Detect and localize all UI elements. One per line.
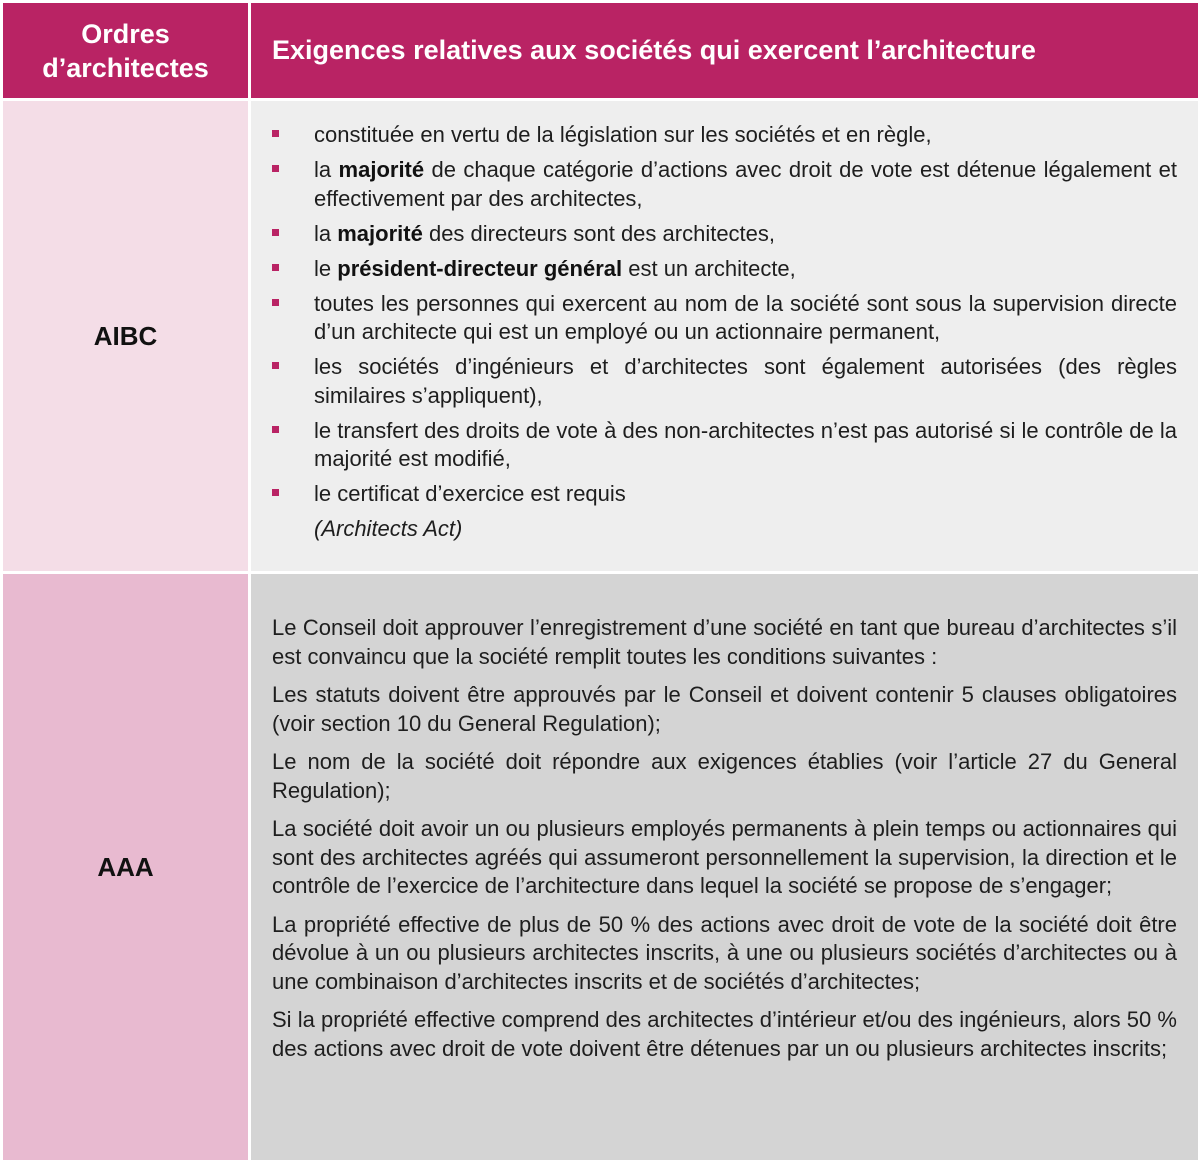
row-aaa-requirements bbox=[251, 574, 1198, 1160]
square-bullet-icon bbox=[272, 489, 279, 496]
source-note: (Architects Act) bbox=[314, 516, 463, 541]
paragraph: Le nom de la société doit répondre aux exigences établies (voir l’article 27 du General Regulation); bbox=[272, 749, 1177, 803]
header-requirements-label: Exigences relatives aux sociétés qui exercent l’architecture bbox=[272, 35, 1036, 65]
paragraph: Si la propriété effective comprend des architectes d’intérieur et/ou des ingénieurs, alors 50 % des actions avec droit de vote doivent être détenues par un ou plusieurs architectes inscrits; bbox=[272, 1007, 1177, 1061]
paragraph: Le Conseil doit approuver l’enregistrement d’une société en tant que bureau d’architectes s’il est convaincu que la société remplit toutes les conditions suivantes : bbox=[272, 615, 1177, 669]
row-aaa-org-cell bbox=[3, 574, 248, 1160]
paragraph: Les statuts doivent être approuvés par le Conseil et doivent contenir 5 clauses obligatoires (voir section 10 du General Regulation); bbox=[272, 682, 1177, 736]
aibc-bullet-list bbox=[251, 101, 1198, 509]
square-bullet-icon bbox=[272, 264, 279, 271]
square-bullet-icon bbox=[272, 165, 279, 172]
square-bullet-icon bbox=[272, 426, 279, 433]
square-bullet-icon bbox=[272, 362, 279, 369]
list-item: le transfert des droits de vote à des non-architectes n’est pas autorisé si le contrôle de la majorité est modifié, bbox=[314, 417, 1177, 474]
list-item: le certificat d’exercice est requis bbox=[314, 480, 1177, 509]
list-item: la majorité des directeurs sont des architectes, bbox=[314, 220, 1177, 249]
list-item: toutes les personnes qui exercent au nom de la société sont sous la supervision directe d’un architecte qui est un employé ou un actionnaire permanent, bbox=[314, 290, 1177, 347]
aaa-paragraphs bbox=[251, 574, 1198, 1063]
header-orders bbox=[3, 3, 248, 98]
header-orders-label: Ordres d’architectes bbox=[42, 18, 209, 83]
row-aibc-org-cell bbox=[3, 101, 248, 571]
header-requirements bbox=[251, 3, 1198, 98]
square-bullet-icon bbox=[272, 299, 279, 306]
row-aibc-requirements bbox=[251, 101, 1198, 571]
list-item: la majorité de chaque catégorie d’actions avec droit de vote est détenue légalement et effectivement par des architectes, bbox=[314, 156, 1177, 213]
square-bullet-icon bbox=[272, 130, 279, 137]
org-name-aibc: AIBC bbox=[93, 320, 158, 351]
paragraph: La société doit avoir un ou plusieurs employés permanents à plein temps ou actionnaires qui sont des architectes agréés qui assumeront personnellement la supervision, la direction et le contrôle de l’exercice de l’architecture dans lequel la société se propose de s’engager; bbox=[272, 816, 1177, 898]
paragraph: La propriété effective de plus de 50 % des actions avec droit de vote de la société doit être dévolue à un ou plusieurs architectes inscrits, à une ou plusieurs sociétés d’architectes ou à une combinaison d’architectes inscrits et de sociétés d’architectes; bbox=[272, 911, 1177, 994]
list-item: constituée en vertu de la législation sur les sociétés et en règle, bbox=[314, 121, 1177, 150]
list-item: le président-directeur général est un architecte, bbox=[314, 255, 1177, 284]
square-bullet-icon bbox=[272, 229, 279, 236]
list-item: les sociétés d’ingénieurs et d’architectes sont également autorisées (des règles similaires s’appliquent), bbox=[314, 353, 1177, 410]
org-name-aaa: AAA bbox=[97, 851, 154, 882]
